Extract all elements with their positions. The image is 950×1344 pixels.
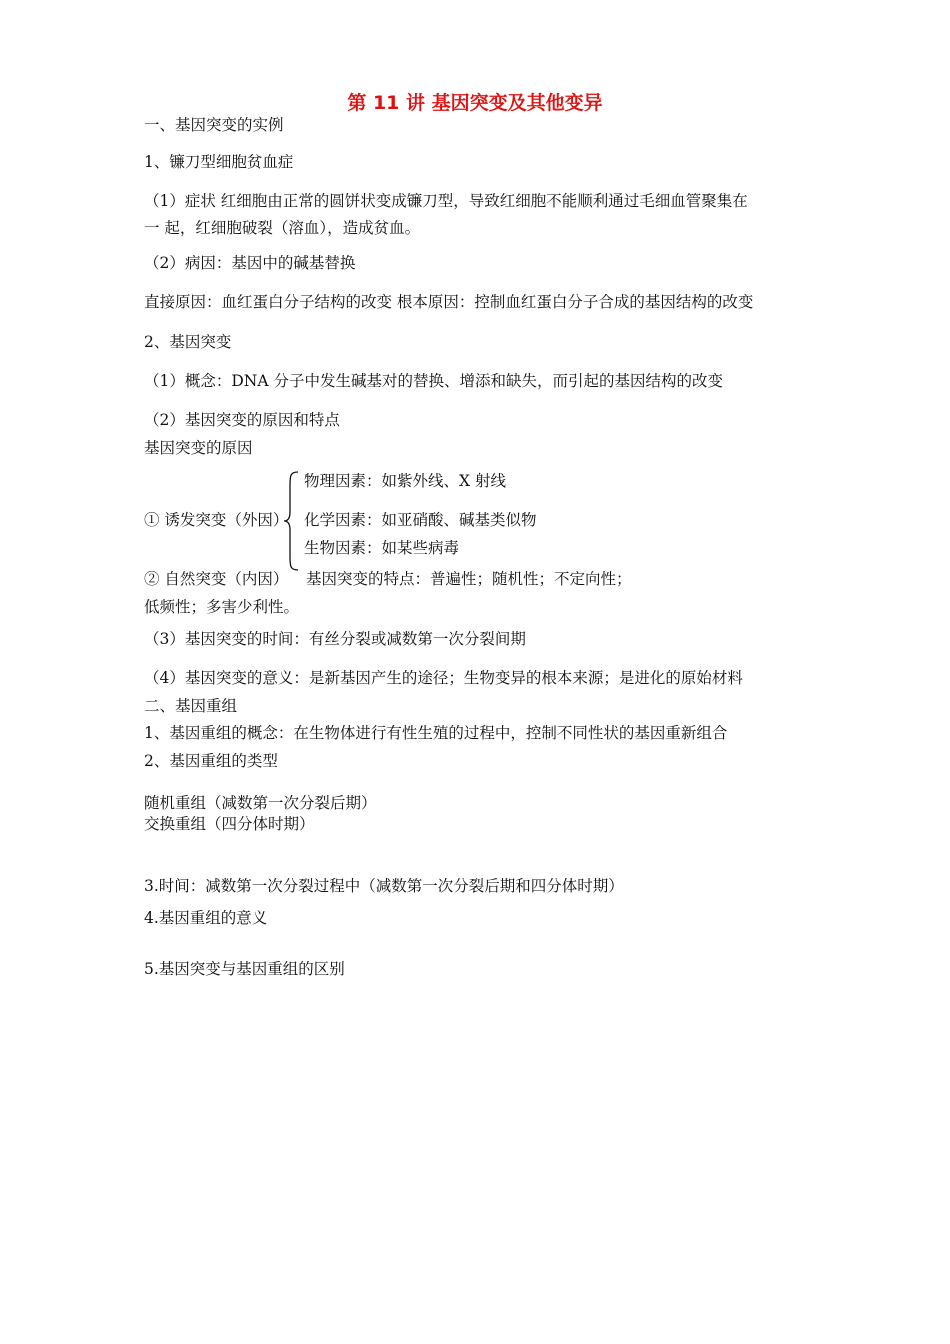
section-heading-1: 一、基因突变的实例 [144, 116, 284, 134]
section-heading-2: 二、基因重组 [144, 697, 238, 715]
chemical-factor: 化学因素：如亚硝酸、碱基类似物 [304, 511, 537, 529]
curly-brace [282, 470, 300, 572]
cause-line: （2）病因：基因中的碱基替换 [144, 254, 356, 272]
induced-mutation: ① 诱发突变（外因） [144, 511, 289, 529]
traits-line-2: 低频性；多害少利性。 [144, 598, 300, 616]
subheading-sickle-cell: 1、镰刀型细胞贫血症 [144, 153, 294, 171]
spontaneous-mutation: ② 自然突变（内因） [144, 570, 289, 588]
symptom-line-1: （1）症状 红细胞由正常的圆饼状变成镰刀型，导致红细胞不能顺利通过毛细血管聚集在 [144, 192, 748, 210]
direct-cause-line: 直接原因：血红蛋白分子结构的改变 根本原因：控制血红蛋白分子合成的基因结构的改变 [144, 293, 754, 311]
page-title: 第 11 讲 基因突变及其他变异 [347, 92, 603, 114]
subheading-gene-mutation: 2、基因突变 [144, 333, 232, 351]
symptom-line-2: 一 起，红细胞破裂（溶血），造成贫血。 [144, 219, 421, 237]
reasons-heading: 基因突变的原因 [144, 439, 253, 457]
recombination-concept: 1、基因重组的概念：在生物体进行有性生殖的过程中，控制不同性状的基因重新组合 [144, 724, 728, 742]
recombination-types: 2、基因重组的类型 [144, 752, 278, 770]
mutation-vs-recombination: 5.基因突变与基因重组的区别 [144, 960, 345, 978]
exchange-recombination: 交换重组（四分体时期） [144, 815, 315, 833]
time-line: （3）基因突变的时间：有丝分裂或减数第一次分裂间期 [144, 630, 526, 648]
meaning-line: （4）基因突变的意义：是新基因产生的途径；生物变异的根本来源；是进化的原始材料 [144, 669, 743, 687]
recombination-meaning: 4.基因重组的意义 [144, 909, 268, 927]
concept-line: （1）概念：DNA 分子中发生碱基对的替换、增添和缺失，而引起的基因结构的改变 [144, 372, 723, 390]
physical-factor: 物理因素：如紫外线、X 射线 [304, 472, 506, 490]
traits-line-1: 基因突变的特点：普遍性；随机性；不定向性； [306, 570, 632, 588]
recombination-time: 3.时间：减数第一次分裂过程中（减数第一次分裂后期和四分体时期） [144, 877, 624, 895]
biological-factor: 生物因素：如某些病毒 [304, 539, 460, 557]
reasons-traits-line: （2）基因突变的原因和特点 [144, 411, 340, 429]
random-recombination: 随机重组（减数第一次分裂后期） [144, 794, 377, 812]
